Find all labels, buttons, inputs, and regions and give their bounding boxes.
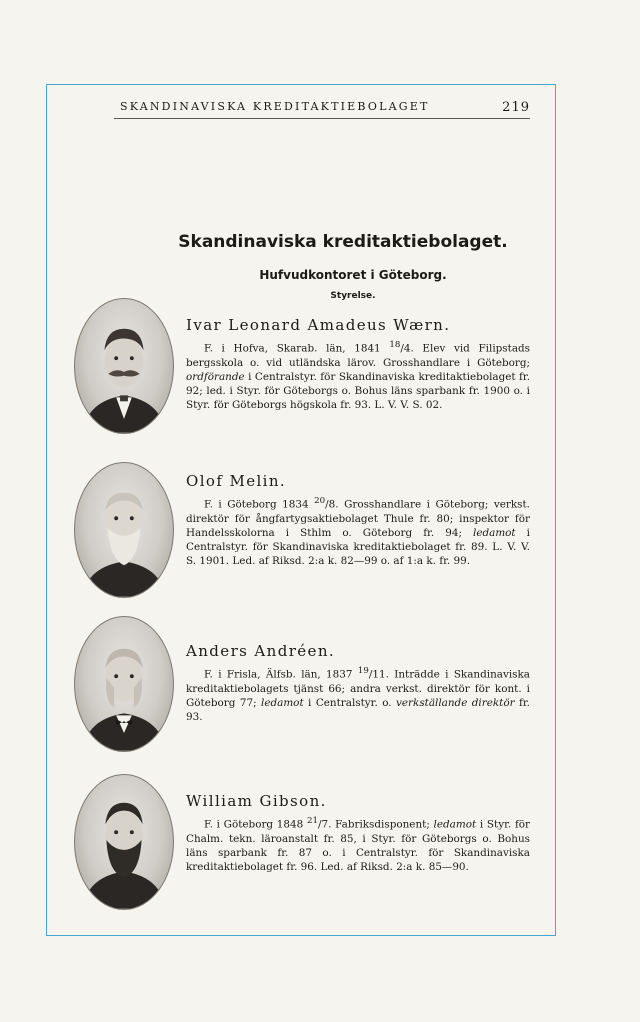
- document-subtitle: Hufvudkontoret i Göteborg.: [259, 268, 447, 282]
- document-title: Skandinaviska kreditaktiebolaget.: [178, 232, 508, 252]
- portrait-william-gibson: [74, 774, 174, 910]
- entry-bio: F. i Hofva, Skarab. län, 1841 $^{18}$/4. Elev vid Filipstads bergsskola o. vid utländska lärov. Grosshandlare i Göteborg; ordförande i Centralstyr. för Skandinaviska kreditaktiebolaget fr. 92; led. i Styr. för Göteborgs o. Bohus läns sparbank fr. 1900 o. i Styr. för Göteborgs högskola fr. 93. L. V. V. S. 02.: [186, 340, 530, 412]
- entry-bio: F. i Göteborg 1834 $^{20}$/8. Grosshandlare i Göteborg; verkst. direktör för ångfartygsaktiebolaget Thule fr. 80; inspektor för Handelsskolorna i Sthlm o. Göteborg fr. 94; ledamot i Centralstyr. för Skandinaviska kreditaktiebolaget fr. 89. L. V. V. S. 1901. Led. af Riksd. 2:a k. 82—99 o. af 1:a k. fr. 99.: [186, 496, 530, 568]
- entry-name: Ivar Leonard Amadeus Wærn.: [186, 316, 451, 334]
- portrait-ivar-waern: [74, 298, 174, 434]
- portrait-anders-andreen: [74, 616, 174, 752]
- entry-william-gibson: [186, 792, 530, 874]
- entry-name: Olof Melin.: [186, 472, 287, 490]
- running-title: SKANDINAVISKA KREDITAKTIEBOLAGET: [120, 100, 430, 113]
- entry-anders-andreen: [186, 642, 530, 724]
- section-heading: Styrelse.: [330, 291, 376, 301]
- header-rule: [114, 118, 530, 119]
- entry-bio: F. i Frisla, Älfsb. län, 1837 $^{19}$/11. Inträdde i Skandinaviska kreditaktiebolagets tjänst 66; andra verkst. direktör för kont. i Göteborg 77; ledamot i Centralstyr. o. verkställande direktör fr. 93.: [186, 666, 530, 724]
- entry-name: Anders Andréen.: [186, 642, 336, 660]
- entry-ivar-waern: [186, 316, 530, 412]
- running-head: [120, 100, 530, 115]
- portrait-olof-melin: [74, 462, 174, 598]
- page-number: 219: [502, 100, 530, 115]
- entry-name: William Gibson.: [186, 792, 327, 810]
- entry-olof-melin: [186, 472, 530, 568]
- entry-bio: F. i Göteborg 1848 $^{21}$/7. Fabriksdisponent; ledamot i Styr. för Chalm. tekn. läroanstalt fr. 85, i Styr. för Göteborgs o. Bohus läns sparbank fr. 87 o. i Centralstyr. för Skandinaviska kreditaktiebolaget fr. 96. Led. af Riksd. 2:a k. 85—90.: [186, 816, 531, 874]
